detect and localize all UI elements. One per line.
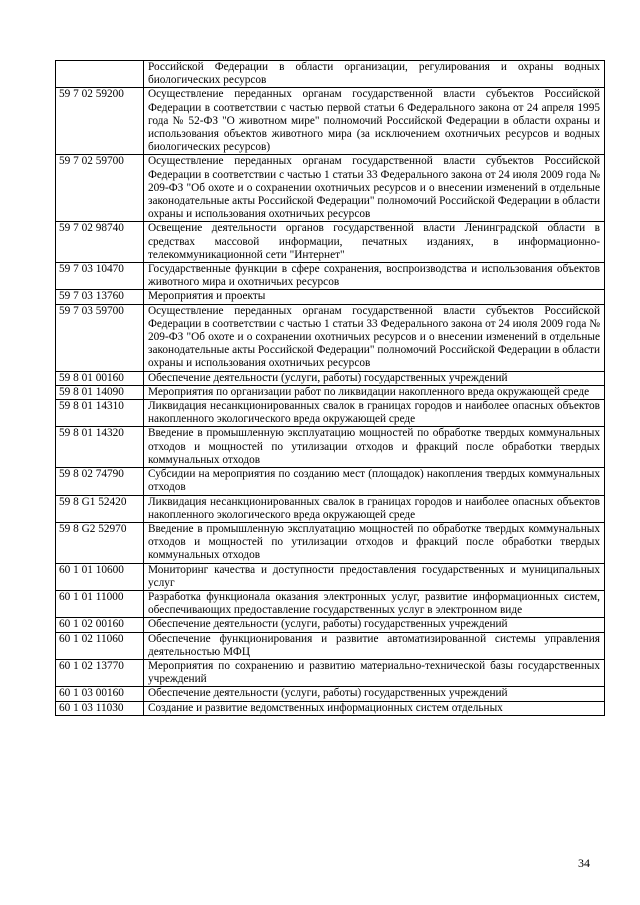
- classification-code: 59 8 01 14320: [56, 427, 144, 468]
- table-row: [56, 701, 605, 715]
- classification-code: 60 1 03 11030: [56, 701, 144, 715]
- classification-code: 59 7 02 59200: [56, 88, 144, 155]
- table-row: [56, 263, 605, 290]
- expense-description: Разработка функционала оказания электронных услуг, развитие информационных систем, обеспечивающих предоставление государственных услуг в электронном виде: [144, 590, 605, 617]
- table-row: [56, 563, 605, 590]
- table-row: [56, 222, 605, 263]
- table-row: [56, 371, 605, 385]
- expense-description: Осуществление переданных органам государственной власти субъектов Российской Федерации в соответствии с частью первой статьи 6 Федерального закона от 24 апреля 1995 года № 52-ФЗ "О животном мире" полномочий Российской Федерации в области охраны и использования объектов животного мира (за исключением охотничьих ресурсов и водных биологических ресурсов): [144, 88, 605, 155]
- classification-code: 59 8 01 14310: [56, 400, 144, 427]
- classification-code: 59 7 03 59700: [56, 304, 144, 371]
- expense-description: Российской Федерации в области организации, регулирования и охраны водных биологических ресурсов: [144, 61, 605, 88]
- expense-description: Осуществление переданных органам государственной власти субъектов Российской Федерации в соответствии с частью 1 статьи 33 Федерального закона от 24 июля 2009 года № 209-ФЗ "Об охоте и о сохранении охотничьих ресурсов и о внесении изменений в отдельные законодательные акты Российской Федерации" полномочий Российской Федерации в области охраны и использования охотничьих ресурсов: [144, 155, 605, 222]
- classification-code: 59 7 03 13760: [56, 290, 144, 304]
- table-row: [56, 400, 605, 427]
- expense-description: Создание и развитие ведомственных информационных систем отдельных: [144, 701, 605, 715]
- table-row: [56, 495, 605, 522]
- expense-description: Обеспечение деятельности (услуги, работы) государственных учреждений: [144, 618, 605, 632]
- classification-code: 60 1 02 13770: [56, 659, 144, 686]
- table-row: [56, 88, 605, 155]
- classification-code: 60 1 01 10600: [56, 563, 144, 590]
- table-row: [56, 687, 605, 701]
- expense-description: Государственные функции в сфере сохранения, воспроизводства и использования объектов животного мира и охотничьих ресурсов: [144, 263, 605, 290]
- expense-description: Мероприятия по сохранению и развитию материально-технической базы государственных учреждений: [144, 659, 605, 686]
- expense-description: Мероприятия и проекты: [144, 290, 605, 304]
- expense-description: Освещение деятельности органов государственной власти Ленинградской области в средствах массовой информации, печатных изданиях, в информационно-телекоммуникационной сети "Интернет": [144, 222, 605, 263]
- classification-code: 59 7 02 59700: [56, 155, 144, 222]
- expense-description: Осуществление переданных органам государственной власти субъектов Российской Федерации в соответствии с частью 1 статьи 33 Федерального закона от 24 июля 2009 года № 209-ФЗ "Об охоте и о сохранении охотничьих ресурсов и о внесении изменений в отдельные законодательные акты Российской Федерации" полномочий Российской Федерации в области охраны и использования охотничьих ресурсов: [144, 304, 605, 371]
- table-row: [56, 618, 605, 632]
- expense-description: Ликвидация несанкционированных свалок в границах городов и наиболее опасных объектов накопленного экологического вреда окружающей среде: [144, 495, 605, 522]
- expense-description: Мероприятия по организации работ по ликвидации накопленного вреда окружающей среде: [144, 385, 605, 399]
- table-row: [56, 290, 605, 304]
- table-row: [56, 590, 605, 617]
- table-row: [56, 522, 605, 563]
- classification-code: 60 1 02 11060: [56, 632, 144, 659]
- classification-code: 60 1 01 11000: [56, 590, 144, 617]
- classification-code: [56, 61, 144, 88]
- budget-codes-table: [55, 60, 605, 716]
- classification-code: 60 1 03 00160: [56, 687, 144, 701]
- table-row: [56, 304, 605, 371]
- table-row: [56, 155, 605, 222]
- table-row: [56, 61, 605, 88]
- classification-code: 59 7 03 10470: [56, 263, 144, 290]
- table-row: [56, 427, 605, 468]
- classification-code: 59 8 01 00160: [56, 371, 144, 385]
- classification-code: 59 8 G1 52420: [56, 495, 144, 522]
- expense-description: Мониторинг качества и доступности предоставления государственных и муниципальных услуг: [144, 563, 605, 590]
- classification-code: 59 8 02 74790: [56, 468, 144, 495]
- expense-description: Обеспечение деятельности (услуги, работы) государственных учреждений: [144, 371, 605, 385]
- expense-description: Введение в промышленную эксплуатацию мощностей по обработке твердых коммунальных отходов и мощностей по утилизации отходов и фракций после обработки твердых коммунальных отходов: [144, 522, 605, 563]
- table-row: [56, 659, 605, 686]
- table-row: [56, 385, 605, 399]
- expense-description: Введение в промышленную эксплуатацию мощностей по обработке твердых коммунальных отходов и мощностей по утилизации отходов и фракций после обработки твердых коммунальных отходов: [144, 427, 605, 468]
- document-page: [55, 60, 605, 716]
- expense-description: Ликвидация несанкционированных свалок в границах городов и наиболее опасных объектов накопленного экологического вреда окружающей среде: [144, 400, 605, 427]
- classification-code: 59 7 02 98740: [56, 222, 144, 263]
- expense-description: Субсидии на мероприятия по созданию мест (площадок) накопления твердых коммунальных отходов: [144, 468, 605, 495]
- classification-code: 59 8 G2 52970: [56, 522, 144, 563]
- table-row: [56, 468, 605, 495]
- classification-code: 59 8 01 14090: [56, 385, 144, 399]
- table-body: [56, 61, 605, 716]
- classification-code: 60 1 02 00160: [56, 618, 144, 632]
- page-number: 34: [578, 856, 590, 870]
- expense-description: Обеспечение функционирования и развитие автоматизированной системы управления деятельностью МФЦ: [144, 632, 605, 659]
- expense-description: Обеспечение деятельности (услуги, работы) государственных учреждений: [144, 687, 605, 701]
- table-row: [56, 632, 605, 659]
